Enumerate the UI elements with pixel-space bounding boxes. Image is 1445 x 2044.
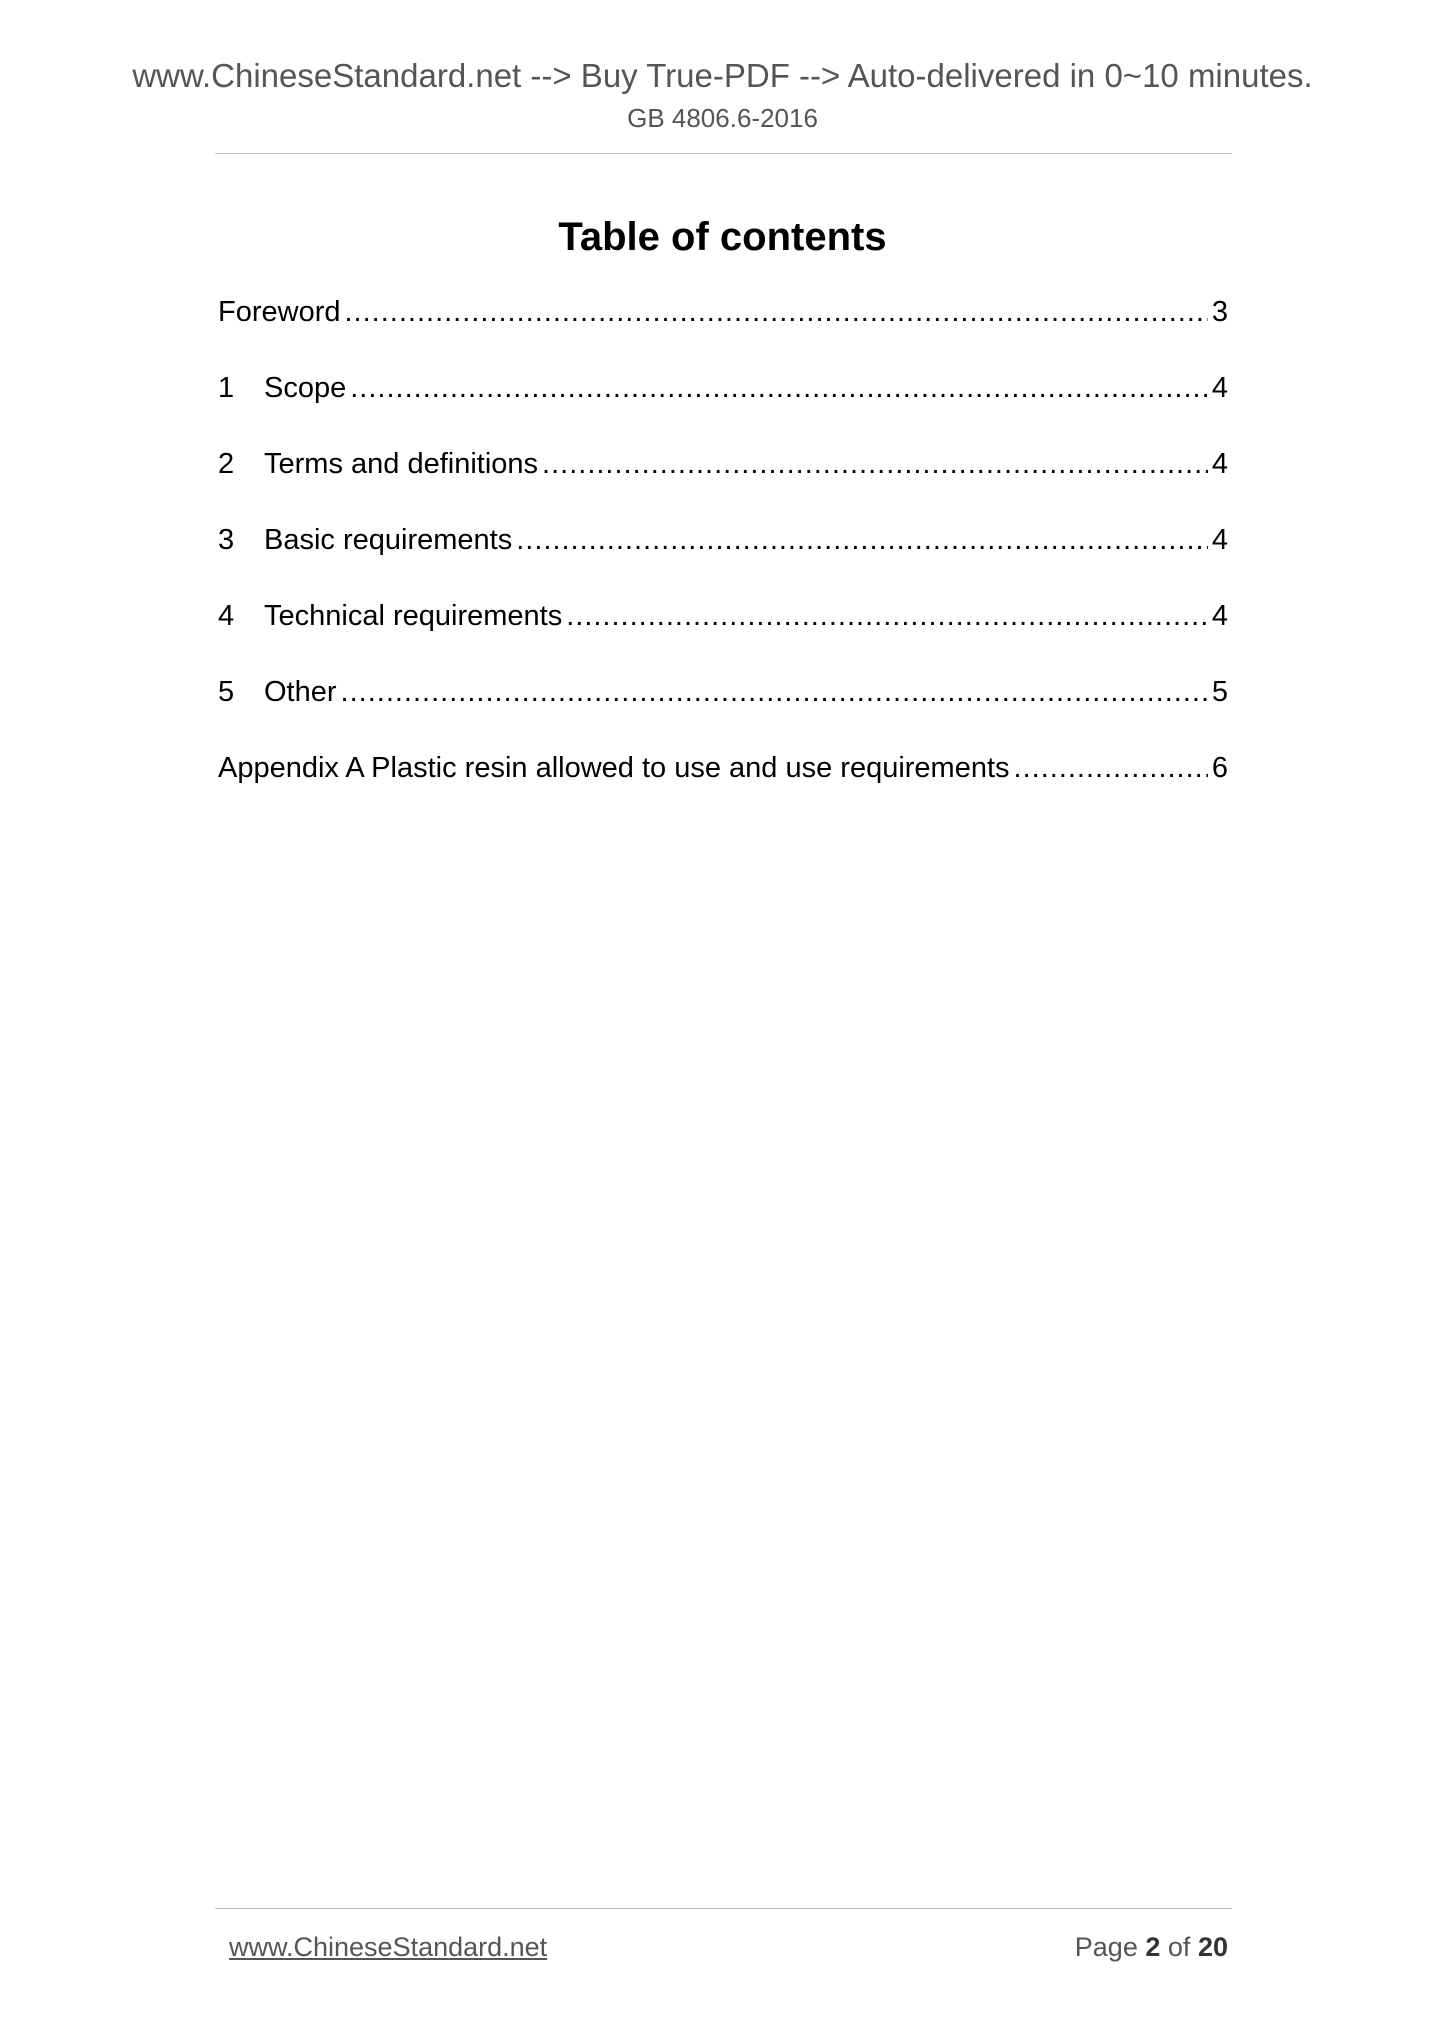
page-total: 20: [1197, 1932, 1228, 1962]
toc-entry-page: 6: [1211, 752, 1228, 784]
toc-entry-page: 3: [1211, 296, 1228, 328]
toc-entry-number: 4: [218, 600, 235, 632]
toc-dot-leader: [341, 674, 1208, 710]
toc-entry-number: 1: [218, 372, 235, 404]
toc-entry-text: Terms and definitions: [264, 448, 539, 480]
toc-entry-text: Appendix A Plastic resin allowed to use and use requirements: [218, 752, 1010, 784]
page-prefix: Page: [1074, 1932, 1138, 1962]
toc-entry-other[interactable]: [218, 674, 1228, 750]
toc-entry-page: 5: [1211, 676, 1228, 708]
page-title: Table of contents: [558, 215, 887, 259]
toc-entry-text: Foreword: [218, 296, 341, 328]
toc-entry-foreword[interactable]: [218, 294, 1228, 370]
page-of: of: [1167, 1932, 1191, 1962]
header-divider: [215, 153, 1232, 154]
toc-entry-appendix-a[interactable]: [218, 750, 1228, 826]
page-number: [1075, 1930, 1228, 1964]
footer-divider: [215, 1908, 1232, 1909]
toc-entry-text: Other: [264, 676, 337, 708]
document-code: GB 4806.6-2016: [627, 103, 818, 133]
toc-entry-page: 4: [1211, 372, 1228, 404]
header-banner: www.ChineseStandard.net --> Buy True-PDF --> Auto-delivered in 0~10 minutes.: [132, 57, 1313, 94]
toc-entry-text: Scope: [264, 372, 347, 404]
toc-entry-number: 5: [218, 676, 235, 708]
toc-entry-technical-requirements[interactable]: [218, 598, 1228, 674]
toc-entry-page: 4: [1211, 600, 1228, 632]
toc-entry-scope[interactable]: [218, 370, 1228, 446]
footer-site-link[interactable]: www.ChineseStandard.net: [229, 1932, 548, 1962]
toc-entry-text: Basic requirements: [264, 524, 513, 556]
toc-dot-leader: [516, 522, 1208, 558]
toc-dot-leader: [566, 598, 1208, 634]
toc-entry-text: Technical requirements: [264, 600, 563, 632]
toc-entry-page: 4: [1211, 524, 1228, 556]
toc-entry-terms-and-definitions[interactable]: [218, 446, 1228, 522]
toc-dot-leader: [345, 294, 1208, 330]
toc-dot-leader: [542, 446, 1208, 482]
page-current: 2: [1145, 1932, 1161, 1962]
table-of-contents: [218, 294, 1228, 826]
toc-dot-leader: [350, 370, 1208, 406]
toc-dot-leader: [1014, 750, 1208, 786]
toc-entry-number: 2: [218, 448, 235, 480]
toc-entry-page: 4: [1211, 448, 1228, 480]
toc-entry-basic-requirements[interactable]: [218, 522, 1228, 598]
toc-entry-number: 3: [218, 524, 235, 556]
